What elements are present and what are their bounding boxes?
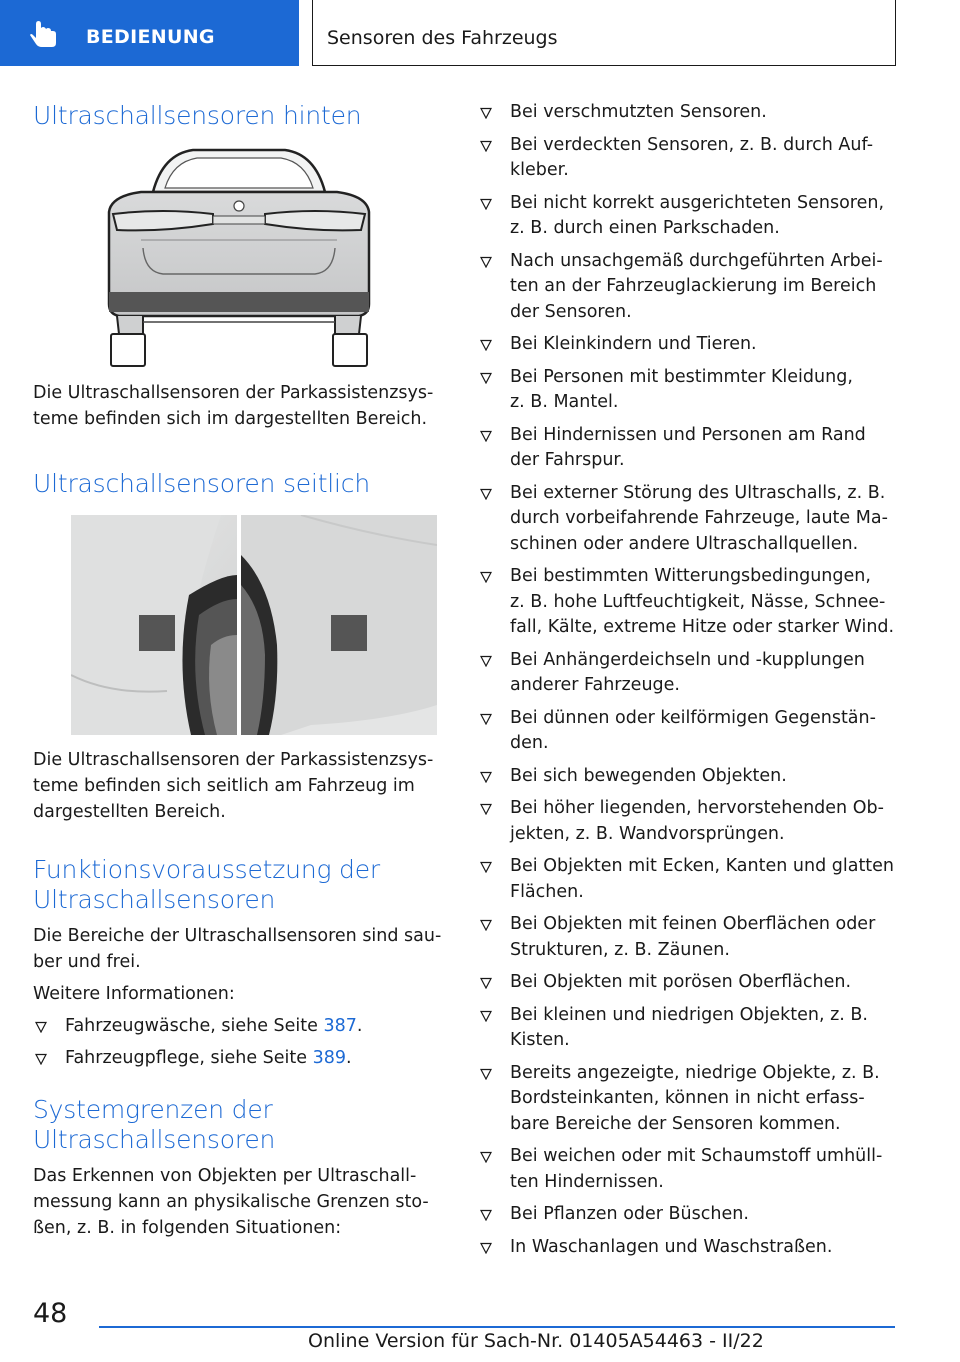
list-item-line: Bereits angezeigte, niedrige Objekte, z. B. [510,1062,880,1083]
triangle-bullet-icon [35,1021,47,1033]
limits-list [478,100,908,1260]
list-item [478,133,908,184]
triangle-bullet-icon [480,1068,492,1080]
list-item [478,854,908,905]
list-item-line: Bei nicht korrekt ausgerichteten Sensoren, [510,192,885,213]
link-list [33,1014,453,1071]
list-item [478,191,908,242]
list-item-line: Bei bestimmten Witterungsbedingungen, [510,566,871,586]
list-item [478,706,908,757]
triangle-bullet-icon [480,919,492,931]
list-item-line: Bei verschmutzten Sensoren. [510,102,767,122]
list-item-line: Nach unsachgemäß durchgeführten Arbei- [510,250,883,271]
section-tab [0,0,299,66]
hand-pointer-icon [28,20,64,50]
triangle-bullet-icon [480,571,492,583]
list-item-line: anderer Fahrzeuge. [510,675,680,695]
list-item-line: Bei Objekten mit Ecken, Kanten und glatten [510,856,895,876]
triangle-bullet-icon [480,430,492,442]
triangle-bullet-icon [480,107,492,119]
triangle-bullet-icon [480,140,492,152]
list-item [478,100,908,126]
page-number: 48 [33,1298,68,1329]
para-rear-l2: teme befinden sich im dargestellten Bereich. [33,409,428,429]
triangle-bullet-icon [480,977,492,989]
triangle-bullet-icon [480,1151,492,1163]
link-label: Fahrzeugpflege, siehe Seite [65,1047,313,1068]
figure-rear-car [103,144,375,370]
list-item-line: Bei Objekten mit porösen Oberflächen. [510,972,852,992]
para-side-l2: teme befinden sich seitlich am Fahrzeug im [33,776,415,796]
list-item-line: den. [510,733,549,753]
list-item-line: Bei sich bewegenden Objekten. [510,765,787,786]
list-item-line: z. B. Mantel. [510,392,619,412]
right-column [478,100,908,1267]
triangle-bullet-icon [480,861,492,873]
list-item [478,1003,908,1054]
list-item-line: kleber. [510,160,569,180]
triangle-bullet-icon [480,655,492,667]
list-item-line: Bei externer Störung des Ultraschalls, z. B. [510,482,886,503]
list-item-line: Bei weichen oder mit Schaumstoff umhüll- [510,1146,883,1166]
triangle-bullet-icon [480,198,492,210]
list-item-line: Bei verdeckten Sensoren, z. B. durch Auf- [510,134,874,155]
list-item-line: Bei Hindernissen und Personen am Rand [510,424,866,445]
list-item-line: In Waschanlagen und Waschstraßen. [510,1236,833,1257]
list-item [478,648,908,699]
para-side-l1: Die Ultraschallsensoren der Parkassistenzsys- [33,750,434,770]
list-item-line: der Sensoren. [510,301,632,322]
list-item [478,249,908,326]
list-item-line: Bei Pflanzen oder Büschen. [510,1204,749,1224]
list-item [478,1144,908,1195]
sensor-zone-side-left [139,615,175,651]
triangle-bullet-icon [35,1053,47,1065]
heading-requirements-l1: Funktionsvoraussetzung der [33,855,380,884]
page-topic: Sensoren des Fahrzeugs [327,27,558,49]
list-item-line: bare Bereiche der Sensoren kommen. [510,1113,841,1134]
list-item [478,564,908,641]
heading-limits-l1: Systemgrenzen der [33,1095,273,1124]
para-more-info: Weitere Informationen: [33,984,235,1004]
list-item [478,423,908,474]
list-item-line: jekten, z. B. Wandvorsprüngen. [510,823,785,844]
list-item-line: Bei dünnen oder keilförmigen Gegenstän- [510,707,876,728]
list-item [33,1014,453,1040]
para-limits-l1: Das Erkennen von Objekten per Ultraschall- [33,1166,417,1186]
heading-limits-l2: Ultraschallsensoren [33,1125,276,1154]
rear-car-illustration [103,144,375,370]
list-item-line: Kisten. [510,1030,570,1050]
section-label: BEDIENUNG [86,26,215,48]
list-item-line: z. B. durch einen Parkschaden. [510,218,780,238]
list-item-line: Bordsteinkanten, können in nicht erfass- [510,1088,865,1108]
link-suffix: . [356,1016,363,1036]
list-item-line: durch vorbeifahrende Fahrzeuge, laute Ma- [510,508,888,528]
list-item [478,1202,908,1228]
triangle-bullet-icon [480,372,492,384]
list-item [478,1061,908,1138]
para-limits-l2: messung kann an physikalische Grenzen sto- [33,1192,429,1212]
list-item [478,764,908,790]
list-item [478,796,908,847]
list-item-line: Bei höher liegenden, hervorstehenden Ob- [510,798,884,818]
list-item-line: der Fahrspur. [510,450,625,470]
list-item [478,332,908,358]
list-item-line: z. B. hohe Luftfeuchtigkeit, Nässe, Schnee- [510,591,886,612]
triangle-bullet-icon [480,339,492,351]
triangle-bullet-icon [480,713,492,725]
para-limits-l3: ßen, z. B. in folgenden Situationen: [33,1218,342,1238]
para-req-l2: ber und frei. [33,952,141,972]
list-item [478,912,908,963]
triangle-bullet-icon [480,256,492,268]
triangle-bullet-icon [480,803,492,815]
list-item-line: Bei Personen mit bestimmter Kleidung, [510,366,853,387]
para-side-l3: dargestellten Bereich. [33,802,226,822]
list-item [478,1235,908,1261]
heading-requirements-l2: Ultraschallsensoren [33,885,276,914]
triangle-bullet-icon [480,1209,492,1221]
list-item-line: Bei kleinen und niedrigen Objekten, z. B. [510,1004,868,1025]
page-link-387[interactable]: 387 [323,1016,357,1036]
footer-divider [99,1326,895,1328]
triangle-bullet-icon [480,488,492,500]
para-req-l1: Die Bereiche der Ultraschallsensoren sind sau- [33,926,442,946]
heading-rear-sensors: Ultraschallsensoren hinten [33,101,362,130]
list-item-line: Strukturen, z. B. Zäunen. [510,939,730,960]
link-label: Fahrzeugwäsche, siehe Seite [65,1016,324,1036]
list-item-line: Bei Kleinkindern und Tieren. [510,334,757,354]
sensor-zone-rear [109,292,369,312]
list-item-line: Flächen. [510,881,584,902]
list-item [478,970,908,996]
list-item-line: ten Hindernissen. [510,1171,664,1192]
triangle-bullet-icon [480,1010,492,1022]
triangle-bullet-icon [480,1242,492,1254]
topic-tab [312,0,896,66]
list-item-line: ten an der Fahrzeuglackierung im Bereich [510,276,877,296]
list-item-line: fall, Kälte, extreme Hitze oder starker Wind. [510,617,895,637]
para-rear-l1: Die Ultraschallsensoren der Parkassistenzsys- [33,383,434,403]
link-suffix: . [346,1047,352,1068]
list-item [478,365,908,416]
list-item-line: Bei Objekten mit feinen Oberflächen oder [510,914,876,934]
page-header [0,0,960,66]
footer-online-version: Online Version für Sach-Nr. 01405A54463 - II/22 [308,1330,764,1352]
heading-side-sensors: Ultraschallsensoren seitlich [33,469,370,498]
figure-side-car [71,515,437,735]
sensor-zone-side-right [331,615,367,651]
triangle-bullet-icon [480,771,492,783]
page-link-389[interactable]: 389 [312,1047,347,1068]
list-item [478,481,908,558]
left-column [33,100,453,1241]
side-car-illustration [71,515,437,735]
list-item [33,1046,453,1072]
list-item-line: schinen oder andere Ultraschallquellen. [510,533,859,554]
list-item-line: Bei Anhängerdeichseln und -kupplungen [510,649,865,670]
